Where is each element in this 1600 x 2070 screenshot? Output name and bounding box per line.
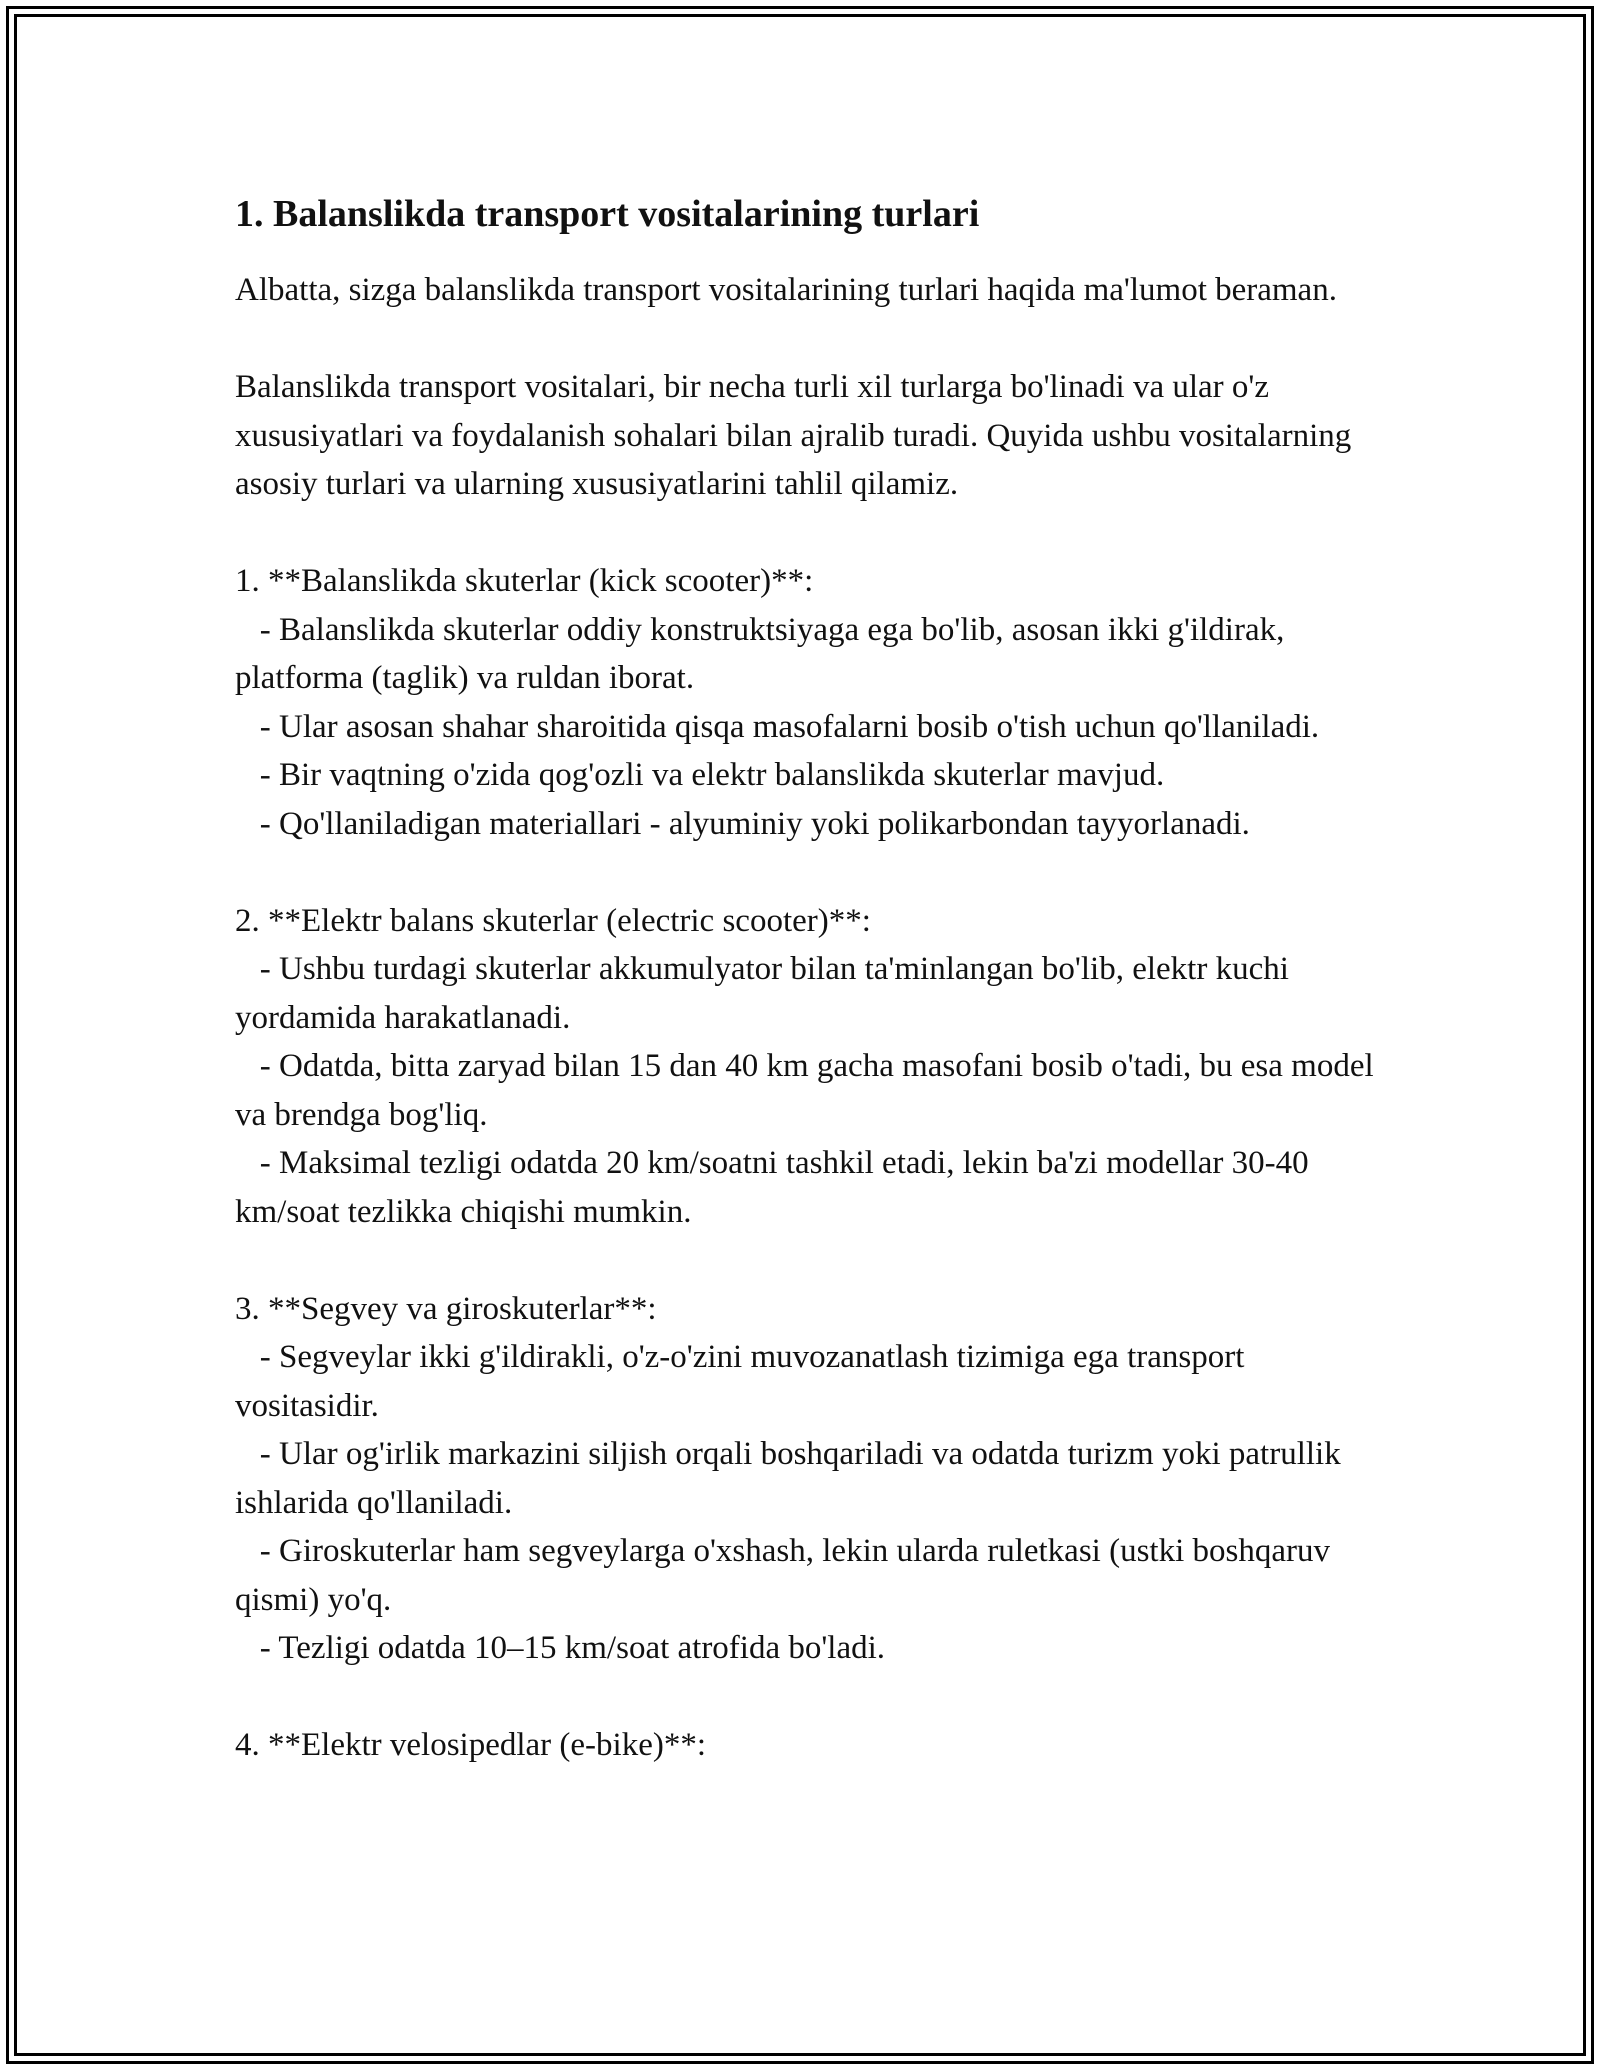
- section-2-point: - Maksimal tezligi odatda 20 km/soatni tashkil etadi, lekin ba'zi modellar 30-40 km/soat tezlikka chiqishi mumkin.: [235, 1145, 1317, 1230]
- blank-line: [235, 315, 1375, 364]
- intro-paragraph: Albatta, sizga balanslikda transport vositalarining turlari haqida ma'lumot beraman.: [235, 272, 1337, 308]
- section-2-point: - Odatda, bitta zaryad bilan 15 dan 40 km gacha masofani bosib o'tadi, bu esa model va brendga bog'liq.: [235, 1048, 1382, 1133]
- document-heading: 1. Balanslikda transport vositalarining turlari: [235, 193, 980, 235]
- section-2-point: - Ushbu turdagi skuterlar akkumulyator bilan ta'minlangan bo'lib, elektr kuchi yordamida harakatlanadi.: [235, 951, 1298, 1036]
- overview-paragraph: Balanslikda transport vositalari, bir necha turli xil turlarga bo'linadi va ular o'z xususiyatlari va foydalanish sohalari bilan ajralib turadi. Quyida ushbu vositalarning asosiy turlari va ularning xususiyatlarini tahlil qilamiz.: [235, 369, 1360, 502]
- blank-line: [235, 848, 1375, 897]
- section-1-title: 1. **Balanslikda skuterlar (kick scooter)**:: [235, 563, 814, 599]
- blank-line: [235, 1236, 1375, 1285]
- section-1-point: - Qo'llaniladigan materiallari - alyuminiy yoki polikarbondan tayyorlanadi.: [235, 805, 1250, 842]
- document-body: [235, 188, 1382, 1770]
- section-3-title: 3. **Segvey va giroskuterlar**:: [235, 1290, 657, 1327]
- blank-line: [235, 1673, 1375, 1722]
- section-1-point: - Balanslikda skuterlar oddiy konstruktsiyaga ega bo'lib, asosan ikki g'ildirak, platforma (taglik) va ruldan iborat.: [235, 611, 1293, 696]
- section-4-title: 4. **Elektr velosipedlar (e-bike)**:: [235, 1727, 707, 1763]
- section-3-point: - Giroskuterlar ham segveylarga o'xshash, lekin ularda ruletkasi (ustki boshqaruv qismi) yo'q.: [235, 1533, 1339, 1618]
- blank-line: [235, 509, 1375, 558]
- section-2-title: 2. **Elektr balans skuterlar (electric scooter)**:: [235, 902, 871, 939]
- section-3-point: - Ular og'irlik markazini siljish orqali boshqariladi va odatda turizm yoki patrullik ishlarida qo'llaniladi.: [235, 1436, 1349, 1521]
- section-1-point: - Ular asosan shahar sharoitida qisqa masofalarni bosib o'tish uchun qo'llaniladi.: [235, 708, 1320, 745]
- section-3-point: - Tezligi odatda 10–15 km/soat atrofida bo'ladi.: [235, 1630, 886, 1666]
- section-1-point: - Bir vaqtning o'zida qog'ozli va elektr balanslikda skuterlar mavjud.: [235, 757, 1165, 793]
- section-3-point: - Segveylar ikki g'ildirakli, o'z-o'zini muvozanatlash tizimiga ega transport vositasidir.: [235, 1339, 1253, 1424]
